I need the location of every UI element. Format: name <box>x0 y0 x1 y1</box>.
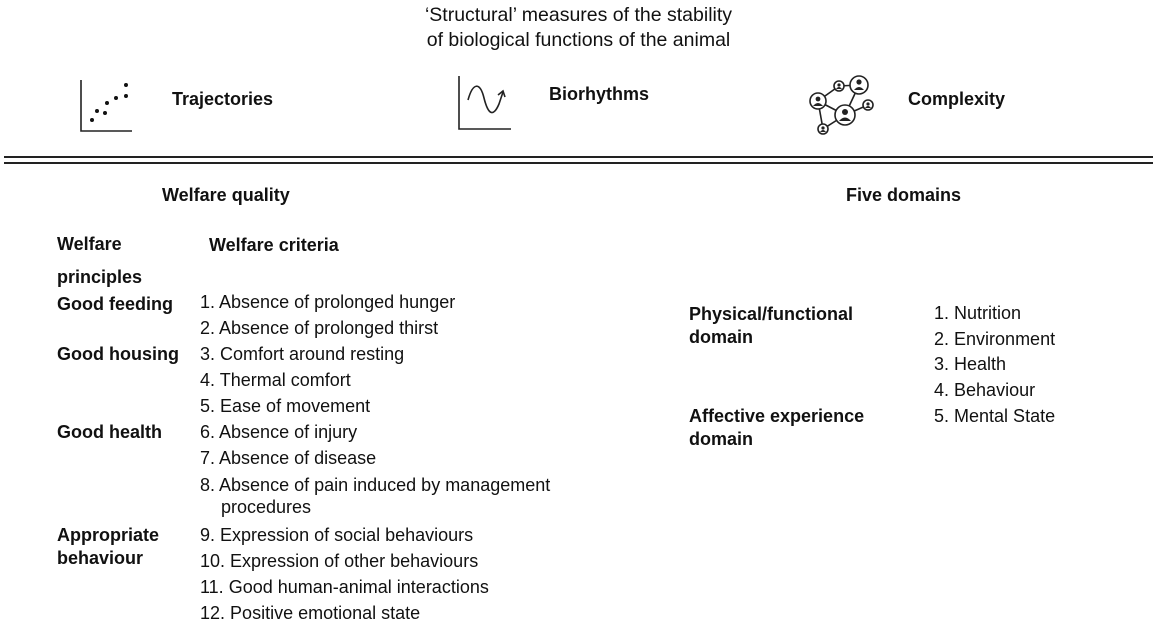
domain-group-line-2: domain <box>689 327 754 347</box>
criterion-number: 9. <box>200 525 216 545</box>
divider-line-top <box>4 156 1153 158</box>
criterion-text: Absence of prolonged hunger <box>219 292 456 312</box>
principle-good-housing: Good housing <box>57 344 179 364</box>
criterion-number: 8. <box>200 475 216 495</box>
domain-item <box>934 328 1055 350</box>
criterion-text: Good human-animal interactions <box>228 577 489 597</box>
domain-item <box>934 405 1055 427</box>
criterion-text-line-1: Absence of pain induced by management <box>219 475 551 495</box>
domain-text: Behaviour <box>954 380 1036 400</box>
criterion-number: 5. <box>200 396 216 416</box>
domain-group-line-2: domain <box>689 429 754 449</box>
criterion-text: Absence of disease <box>219 448 377 468</box>
criterion-text: Absence of injury <box>219 422 358 442</box>
criterion-text: Absence of prolonged thirst <box>219 318 439 338</box>
criterion-item <box>200 291 455 313</box>
five-domains-heading: Five domains <box>846 185 962 205</box>
network-icon <box>804 74 880 138</box>
criterion-number: 7. <box>200 448 216 468</box>
figure-title <box>0 3 1157 53</box>
welfare-principles-header <box>57 233 142 289</box>
divider-line-bottom <box>4 162 1153 164</box>
principle-good-health: Good health <box>57 422 162 442</box>
criterion-number: 3. <box>200 344 216 364</box>
criterion-text: Thermal comfort <box>219 370 351 390</box>
criterion-text: Positive emotional state <box>230 603 421 623</box>
figure-title-line-1: ‘Structural’ measures of the stability <box>424 4 733 26</box>
criterion-number: 10. <box>200 551 226 571</box>
wave-chart-icon <box>455 74 517 134</box>
criterion-number: 2. <box>200 318 216 338</box>
criterion-item <box>200 447 376 469</box>
criterion-number: 1. <box>200 292 216 312</box>
criterion-number: 11. <box>200 577 224 597</box>
welfare-principles-header-line-2: principles <box>57 267 143 287</box>
criterion-item <box>200 550 478 572</box>
criterion-number: 6. <box>200 422 216 442</box>
domain-item <box>934 379 1035 401</box>
welfare-quality-heading: Welfare quality <box>162 185 290 205</box>
criterion-number: 12. <box>200 603 226 623</box>
principle-appropriate-behaviour <box>57 524 159 570</box>
domain-text: Health <box>954 354 1007 374</box>
domain-group-physical-functional <box>689 303 853 349</box>
domain-number: 2. <box>934 329 950 349</box>
measure-label-biorhythms: Biorhythms <box>549 84 650 104</box>
domain-text: Environment <box>954 329 1056 349</box>
criterion-text-line-2: procedures <box>221 497 312 517</box>
welfare-principles-header-line-1: Welfare <box>57 234 122 254</box>
criterion-item <box>200 524 473 546</box>
figure-title-line-2: of biological functions of the animal <box>426 29 731 51</box>
criterion-text: Expression of social behaviours <box>220 525 474 545</box>
criterion-number: 4. <box>200 370 216 390</box>
criterion-text: Comfort around resting <box>220 344 405 364</box>
domain-text: Mental State <box>954 406 1056 426</box>
criterion-item <box>200 343 404 365</box>
domain-number: 5. <box>934 406 950 426</box>
welfare-criteria-header: Welfare criteria <box>209 235 339 255</box>
domain-number: 1. <box>934 303 950 323</box>
criterion-item <box>200 474 550 518</box>
criterion-item <box>200 576 489 598</box>
principle-good-feeding: Good feeding <box>57 294 173 314</box>
criterion-text: Ease of movement <box>220 396 371 416</box>
criterion-item <box>200 317 438 339</box>
criterion-item <box>200 395 370 417</box>
domain-group-line-1: Physical/functional <box>689 304 854 324</box>
domain-number: 4. <box>934 380 950 400</box>
measure-label-trajectories: Trajectories <box>172 89 274 109</box>
domain-number: 3. <box>934 354 950 374</box>
domain-group-line-1: Affective experience <box>689 406 865 426</box>
domain-group-affective-experience <box>689 405 864 451</box>
criterion-item <box>200 369 351 391</box>
scatter-plot-icon <box>76 78 138 136</box>
criterion-text: Expression of other behaviours <box>230 551 479 571</box>
domain-item <box>934 353 1006 375</box>
domain-item <box>934 302 1021 324</box>
principle-appropriate-behaviour-line-1: Appropriate <box>57 525 160 545</box>
measure-label-complexity: Complexity <box>908 89 1006 109</box>
criterion-item <box>200 421 357 443</box>
domain-text: Nutrition <box>954 303 1022 323</box>
criterion-item <box>200 602 420 624</box>
principle-appropriate-behaviour-line-2: behaviour <box>57 548 144 568</box>
